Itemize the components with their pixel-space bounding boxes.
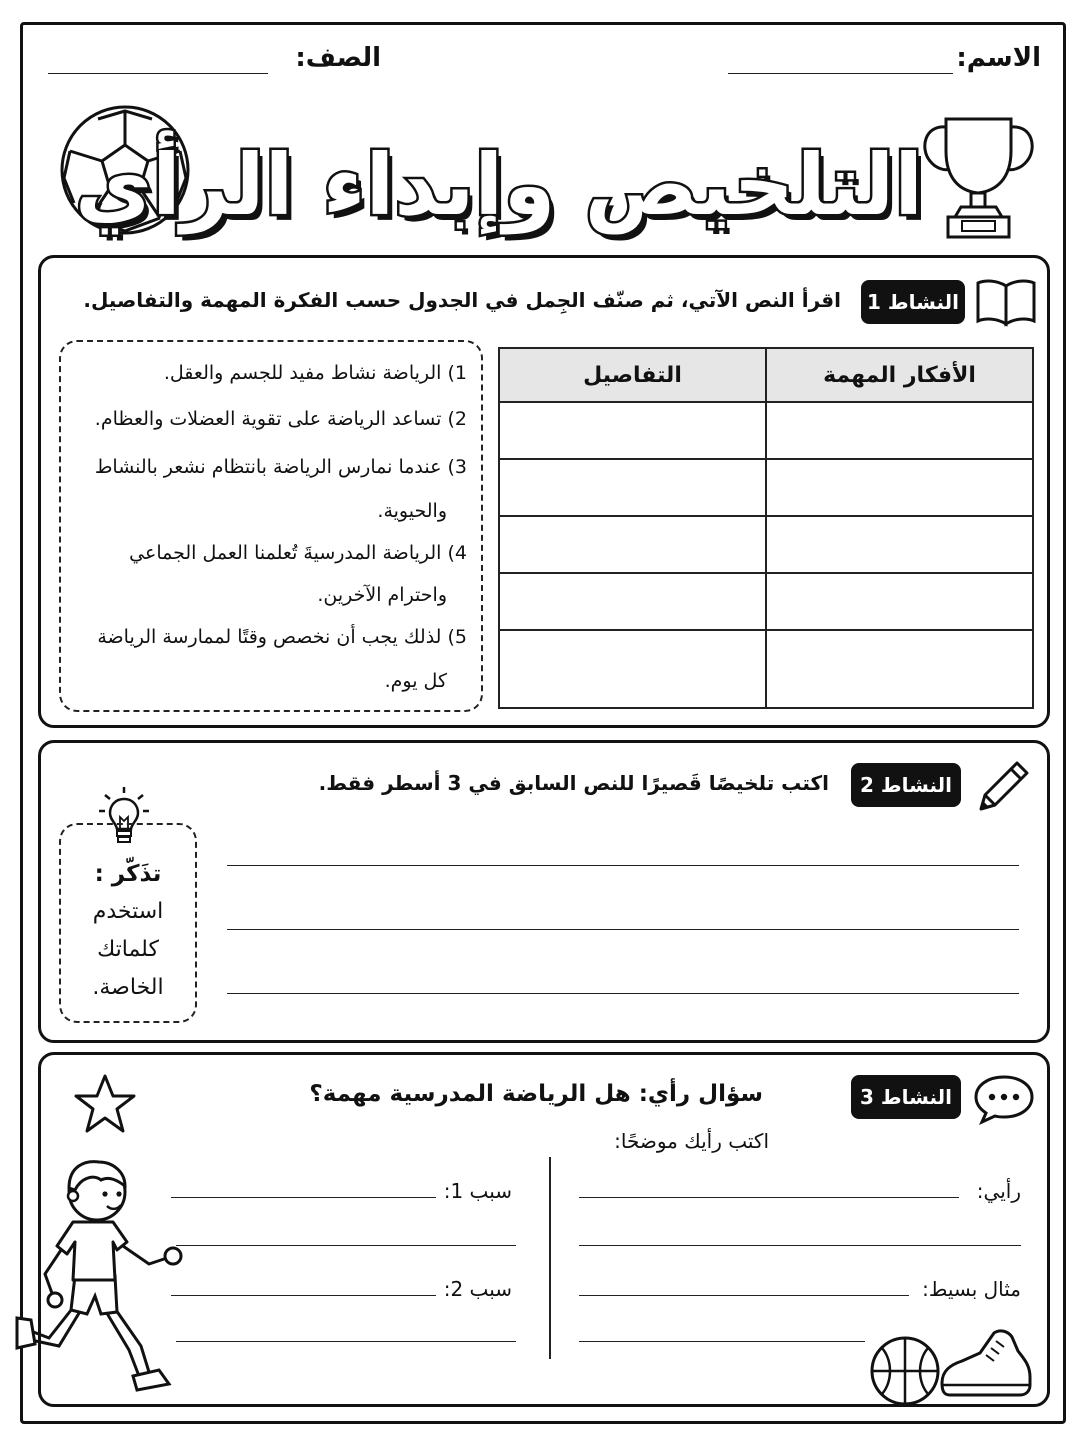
opinion-line-2[interactable] [579,1245,1021,1246]
class-label: الصف: [295,43,381,73]
table-cell[interactable] [766,573,1033,630]
table-header-main-ideas: الأفكار المهمة [766,348,1033,402]
opinion-question: سؤال رأي: هل الرياضة المدرسية مهمة؟ [309,1081,763,1107]
table-row [499,573,1033,630]
passage-line: والحيوية. [377,500,447,522]
example-line-1[interactable] [579,1295,909,1296]
summary-line-3[interactable] [227,993,1019,994]
example-line-2[interactable] [579,1341,865,1342]
reason1-label: سبب 1: [443,1179,512,1203]
table-row [499,630,1033,708]
reminder-line: الخاصة. [92,975,164,1000]
table-row [499,402,1033,459]
opinion-line-1[interactable] [579,1197,959,1198]
table-cell[interactable] [766,630,1033,708]
reason2-line-2[interactable] [176,1341,516,1342]
summary-line-2[interactable] [227,929,1019,930]
passage-line: كل يوم. [384,670,447,692]
activity1-section [38,255,1050,728]
running-boy-illustration [9,1150,189,1400]
activity1-badge: النشاط 1 [861,280,965,324]
table-row [499,516,1033,573]
activity1-instruction: اقرأ النص الآتي، ثم صنّف الجِمل في الجدول حسب الفكرة المهمة والتفاصيل. [83,288,841,312]
passage-line: 5) لذلك يجب أن نخصص وقتًا لممارسة الرياضة [97,626,467,648]
sneaker-icon [936,1325,1036,1403]
worksheet-page [20,22,1066,1424]
table-cell[interactable] [499,459,766,516]
reminder-line: كلماتك [97,937,159,962]
activity3-badge: النشاط 3 [851,1075,961,1119]
basketball-icon [869,1335,941,1407]
text-passage-box [59,340,483,712]
reason1-line-1[interactable] [171,1197,436,1198]
activity2-instruction: اكتب تلخيصًا قَصيرًا للنص السابق في 3 أسطر فقط. [318,771,829,795]
reason2-label: سبب 2: [443,1277,512,1301]
page-title: التلخيص وإبداء الرأي [75,136,923,234]
passage-line: 3) عندما نمارس الرياضة بانتظام نشعر بالنشاط [94,456,467,478]
my-opinion-label: رأيي: [976,1179,1021,1203]
reminder-title: تذَكّر : [94,861,162,887]
activity3-section [38,1052,1050,1407]
passage-line: 4) الرياضة المدرسيةَ تُعلمنا العمل الجماعي [129,542,467,564]
star-icon [73,1073,137,1135]
example-label: مثال بسيط: [922,1277,1021,1301]
table-cell[interactable] [499,573,766,630]
table-cell[interactable] [766,516,1033,573]
table-row [499,459,1033,516]
reminder-line: استخدم [92,899,164,924]
name-label: الاسم: [956,43,1041,73]
table-header-details: التفاصيل [499,348,766,402]
name-field-line[interactable] [728,73,953,74]
book-icon [975,278,1037,326]
passage-line: 1) الرياضة نشاط مفيد للجسم والعقل. [163,362,467,384]
pencil-icon [971,757,1033,819]
class-field-line[interactable] [48,73,268,74]
activity2-badge: النشاط 2 [851,763,961,807]
activity2-section [38,740,1050,1043]
table-cell[interactable] [766,402,1033,459]
column-divider [549,1157,551,1359]
table-cell[interactable] [766,459,1033,516]
trophy-icon [916,111,1041,241]
table-cell[interactable] [499,402,766,459]
passage-line: 2) تساعد الرياضة على تقوية العضلات والعظام. [94,408,467,430]
opinion-prompt: اكتب رأيك موضحًا: [614,1129,769,1153]
classification-table [498,347,1034,709]
reason2-line-1[interactable] [171,1295,436,1296]
speech-bubble-icon [973,1073,1035,1125]
table-cell[interactable] [499,516,766,573]
passage-line: واحترام الآخرين. [317,584,447,606]
table-cell[interactable] [499,630,766,708]
reason1-line-2[interactable] [176,1245,516,1246]
summary-line-1[interactable] [227,865,1019,866]
